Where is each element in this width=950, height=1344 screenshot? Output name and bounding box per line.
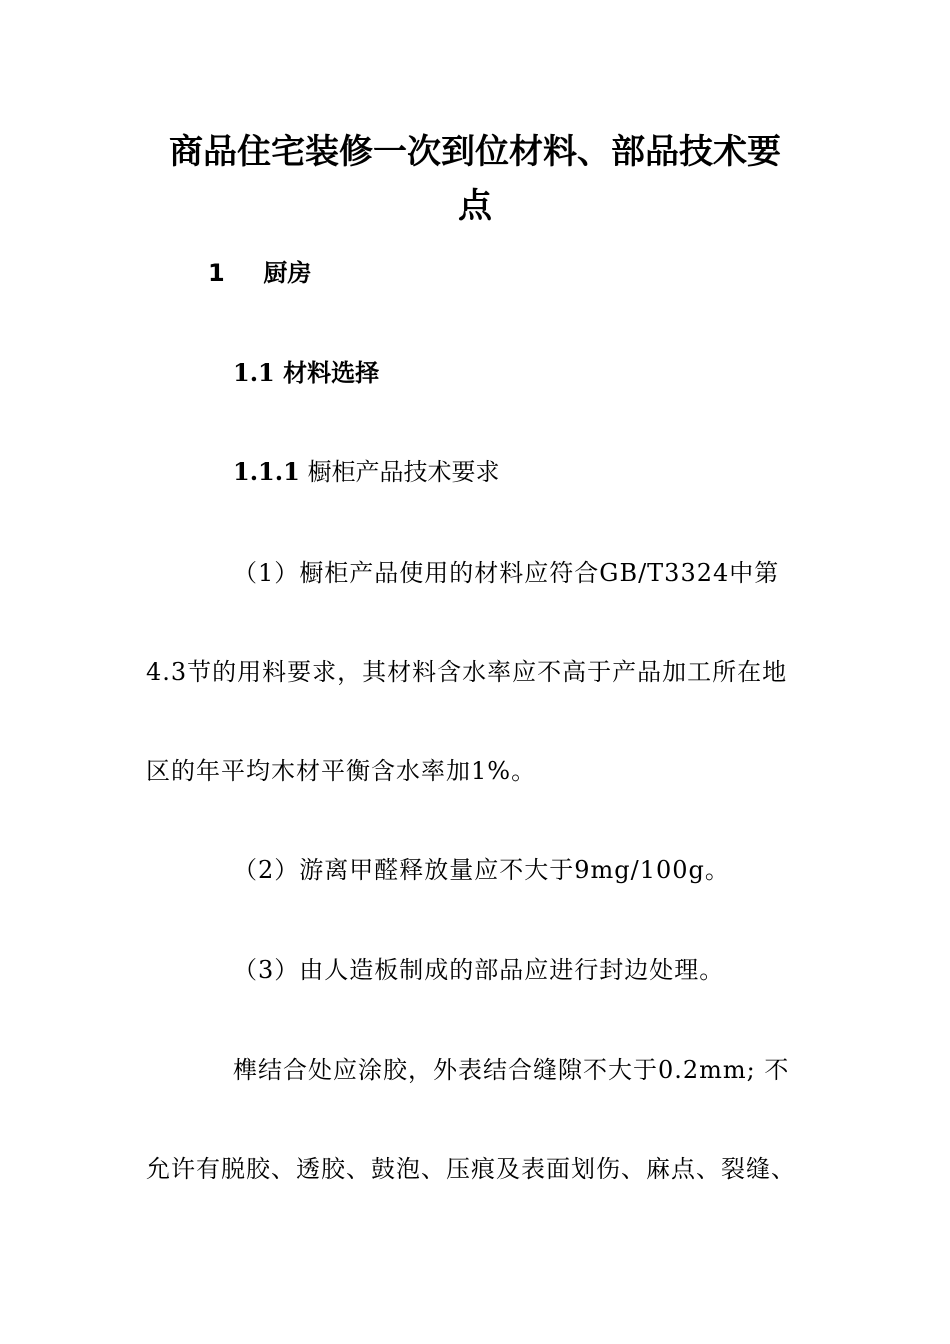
paragraph-line: 4.3节的用料要求，其材料含水率应不高于产品加工所在地 [146,658,788,686]
document-title-line-1: 商品住宅装修一次到位材料、部品技术要 [169,132,781,172]
paragraph-line: （2）游离甲醛释放量应不大于9mg/100g。 [233,856,730,884]
paragraph-line: 区的年平均木材平衡含水率加1%。 [146,757,537,785]
section-number: 1.1.1 [233,457,300,486]
section-label: 橱柜产品技术要求 [307,458,500,486]
section-number: 1 [208,259,225,287]
paragraph-line: 允许有脱胶、透胶、鼓泡、压痕及表面划伤、麻点、裂缝、 [146,1155,796,1183]
paragraph-line: 榫结合处应涂胶，外表结合缝隙不大于0.2mm; 不 [233,1056,790,1084]
section-heading-1 [208,258,311,288]
document-title-line-2: 点 [458,186,492,226]
paragraph-line: （3）由人造板制成的部品应进行封边处理。 [233,956,725,984]
section-label: 厨房 [263,259,312,287]
section-heading-1-1 [233,358,379,388]
section-number: 1.1 [233,358,275,387]
paragraph-line: （1）橱柜产品使用的材料应符合GB/T3324中第 [233,559,780,587]
section-label: 材料选择 [283,358,380,387]
section-heading-1-1-1 [233,457,499,487]
